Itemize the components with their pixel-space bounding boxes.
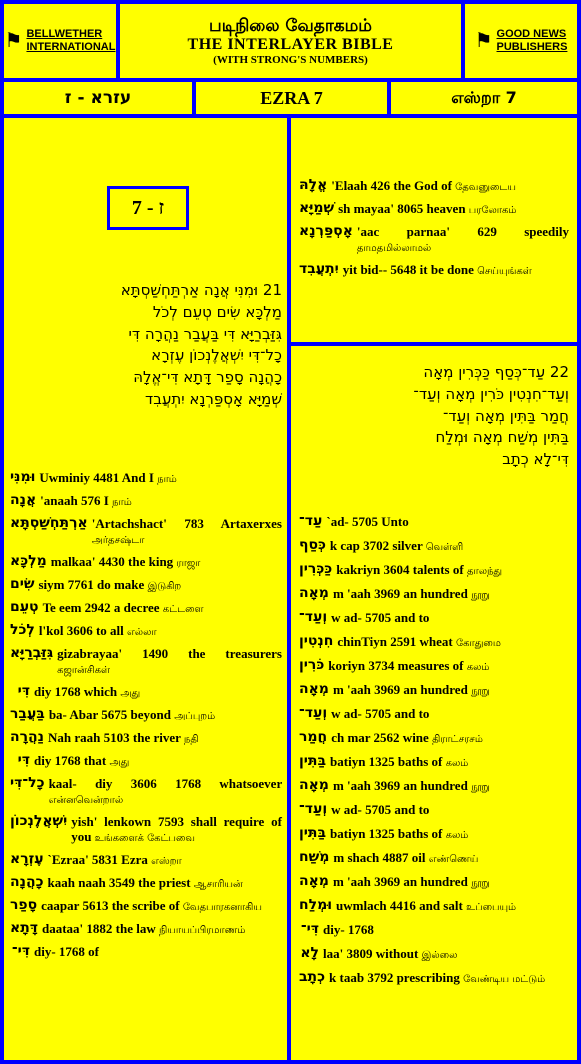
english-gloss: daataa' 1882 the law — [42, 921, 156, 936]
tamil-gloss: ராஜா — [176, 558, 201, 569]
interlinear-entry — [299, 922, 569, 939]
english-gloss: diy 1768 that — [34, 753, 107, 768]
interlinear-entry — [10, 577, 282, 594]
interlinear-entry — [10, 753, 282, 770]
gloss — [332, 562, 569, 579]
english-gloss: `ad- 5705 Unto — [326, 514, 409, 529]
gloss — [38, 921, 282, 938]
hebrew-word: אֱלָהּ — [299, 177, 328, 193]
english-gloss: kaal- diy 3606 1768 whatsoever — [48, 776, 282, 791]
interlinear-entry — [299, 610, 569, 627]
english-gloss: yit bid-- 5648 it be done — [342, 262, 474, 277]
hebrew-word: אֲנָה — [10, 492, 37, 508]
english-gloss: gizabrayaa' 1490 the treasurers — [57, 646, 282, 661]
english-gloss: Nah raah 5103 the river — [48, 730, 181, 745]
gloss — [37, 898, 282, 915]
interlinear-entry — [299, 946, 569, 963]
tamil-gloss: செய்யுங்கள் — [477, 266, 532, 277]
interlinear-entry — [10, 623, 282, 640]
interlinear-entry — [299, 802, 569, 819]
verse-line: וְעַד־חִנְטִין כֹּרִין מְאָה וְעַד־ — [413, 384, 569, 403]
tamil-gloss: தாலந்து — [466, 566, 503, 577]
gloss — [39, 600, 282, 617]
interlinear-entry — [299, 826, 569, 843]
english-gloss: sh mayaa' 8065 heaven — [338, 201, 466, 216]
hebrew-word: יִתְעֲבִד — [299, 261, 339, 277]
bellwether-line1: BELLWETHER — [26, 28, 103, 40]
interlinear-entry — [299, 262, 569, 279]
interlinear-entry — [299, 586, 569, 603]
gloss — [36, 493, 282, 510]
interlinear-entry — [299, 538, 569, 555]
verse-line: גִּזַּבְרַיָּא דִּי בַּעֲבַר נַהֲרָה דִּי — [128, 324, 282, 343]
english-gloss: 'Elaah 426 the God of — [331, 178, 452, 193]
hebrew-word: לָא — [300, 945, 319, 961]
tamil-title: படிநிலை வேதாகமம் — [209, 15, 372, 36]
tamil-gloss: திராட்சரசம் — [432, 734, 483, 745]
hebrew-word: גִּזַּבְרַיָּא — [10, 645, 54, 661]
gloss — [44, 875, 282, 892]
tamil-gloss: கலம் — [445, 758, 469, 769]
hebrew-word: חֲמַר — [299, 729, 328, 745]
interlinear-entry — [299, 850, 569, 867]
tamil-gloss: ஆசாரியன் — [193, 879, 243, 890]
interlinear-entry — [10, 776, 282, 808]
reference-hebrew: עזרא - ז — [4, 82, 192, 114]
hebrew-word: אַרְתַּחְשַׁסְתָּא — [10, 515, 88, 531]
english-gloss: diy- 1768 — [323, 922, 374, 937]
gloss — [329, 586, 569, 603]
english-gloss: m shach 4887 oil — [333, 850, 426, 865]
english-gloss: kakriyn 3604 talents of — [336, 562, 464, 577]
gloss — [322, 514, 569, 531]
tamil-gloss: என்னவென்றால் — [48, 795, 124, 806]
english-gloss: Te eem 2942 a decree — [42, 600, 160, 615]
hebrew-word: כַּכְּרִין — [299, 561, 333, 577]
interlinear-entry — [299, 634, 569, 651]
english-gloss: siym 7761 do make — [38, 577, 145, 592]
gloss — [324, 658, 569, 675]
reference-english: EZRA 7 — [196, 82, 387, 114]
hebrew-word: כֹּרִין — [299, 657, 325, 673]
gloss — [44, 730, 282, 747]
interlinear-entry — [10, 921, 282, 938]
hebrew-word: בַּתִּין — [299, 825, 327, 841]
english-gloss: diy 1768 which — [34, 684, 118, 699]
english-gloss: batiyn 1325 baths of — [330, 754, 443, 769]
hebrew-word: שְׁמַיָּא — [299, 200, 335, 216]
verse-line: מַלְכָּא שִׂים טְעֵם לְכֹל — [152, 302, 282, 321]
interlinear-entry — [10, 944, 282, 961]
hebrew-word: עֶזְרָא — [10, 851, 44, 867]
gloss — [329, 778, 569, 795]
interlinear-entry — [10, 600, 282, 617]
right-bottom-interlinear-list — [299, 514, 569, 994]
tamil-gloss: நூறு — [471, 878, 490, 889]
gloss — [326, 826, 569, 843]
tamil-gloss: தாமதமில்லாமல் — [356, 243, 432, 254]
tamil-gloss: நியாயப்பிரமாணம் — [159, 925, 246, 936]
english-gloss: caapar 5613 the scribe of — [41, 898, 180, 913]
english-gloss: m 'aah 3969 an hundred — [332, 874, 468, 889]
hebrew-word: לְכֹל — [10, 622, 35, 638]
hebrew-word: מְאָה — [299, 585, 329, 601]
gloss — [319, 946, 569, 963]
interlinear-entry — [299, 682, 569, 699]
tamil-gloss: அது — [120, 688, 141, 699]
tamil-gloss: வேண்டிய மட்டும் — [463, 974, 546, 985]
verse-line: שְׁמַיָּא אָסְפַּרְנָא יִתְעֲבִד — [145, 389, 282, 408]
gloss — [353, 224, 569, 256]
verse-line: כָל־דִּי יִשְׁאֲלֶנְכוֹן עֶזְרָא — [151, 346, 282, 365]
hebrew-word: בַּעֲבַר — [10, 706, 45, 722]
verse-21-text — [10, 280, 282, 411]
english-gloss: koriyn 3734 measures of — [328, 658, 464, 673]
verse-line: חֲמַר בַּתִּין מְאָה וְעַד־ — [443, 406, 569, 425]
gloss — [44, 852, 282, 869]
hebrew-word: שִׂים — [10, 576, 35, 592]
interlinear-entry — [299, 706, 569, 723]
verse-line: בַּתִּין מְשַׁח מְאָה וּמְלַח — [435, 428, 569, 447]
interlinear-entry — [10, 493, 282, 510]
english-gloss: k cap 3702 silver — [329, 538, 423, 553]
hebrew-word: נַהֲרָה — [10, 729, 45, 745]
gloss — [35, 577, 283, 594]
tamil-gloss: வெள்ளி — [425, 542, 464, 553]
interlinear-entry — [10, 470, 282, 487]
hebrew-word: וְעַד־ — [299, 609, 328, 625]
tamil-gloss: பரலோகம் — [468, 205, 517, 216]
verse-line: 22 עַד־כְּסַף כַּכְּרִין מְאָה — [423, 363, 569, 381]
gloss — [45, 776, 282, 808]
tamil-gloss: இடுகிற — [147, 581, 182, 592]
hebrew-word: דִּי — [17, 752, 30, 768]
hebrew-word: חִנְטִין — [299, 633, 334, 649]
gloss — [67, 814, 282, 846]
gloss — [334, 201, 569, 218]
tamil-gloss: நதி — [183, 734, 199, 745]
tamil-gloss: கலம் — [445, 830, 469, 841]
english-gloss: w ad- 5705 and to — [331, 802, 430, 817]
interlinear-entry — [299, 562, 569, 579]
interlinear-entry — [10, 516, 282, 548]
tamil-gloss: நாம் — [112, 497, 132, 508]
tamil-gloss: எஸ்றா — [151, 856, 182, 867]
tamil-gloss: நூறு — [471, 782, 490, 793]
hebrew-word: מְשַׁח — [299, 849, 330, 865]
right-top-interlinear-list — [299, 178, 569, 285]
english-gloss: w ad- 5705 and to — [331, 706, 430, 721]
interlinear-entry — [299, 754, 569, 771]
english-gloss: l'kol 3606 to all — [38, 623, 124, 638]
hebrew-word: טְעֵם — [10, 599, 39, 615]
tamil-gloss: எல்லா — [127, 627, 157, 638]
gloss — [326, 538, 569, 555]
english-gloss: yish' lenkown 7593 shall require of you — [71, 814, 282, 844]
english-gloss: 'aac parnaa' 629 speedily — [356, 224, 569, 239]
interlinear-entry — [299, 730, 569, 747]
hebrew-word: וּמְלַח — [299, 897, 333, 913]
gloss — [329, 874, 569, 891]
english-gloss: malkaa' 4430 the king — [50, 554, 174, 569]
gloss — [35, 470, 282, 487]
english-gloss: uwmlach 4416 and salt — [336, 898, 463, 913]
good-news-logo — [465, 4, 577, 78]
hebrew-word: מְאָה — [299, 681, 329, 697]
hebrew-word: דִּי־ — [300, 921, 319, 937]
flag-icon: ⚑ — [474, 30, 493, 52]
right-bottom-column — [291, 346, 577, 1060]
tamil-gloss: இல்லை — [421, 950, 458, 961]
hebrew-word: מַלְכָּא — [10, 553, 47, 569]
hebrew-word: מְאָה — [299, 873, 329, 889]
hebrew-word: כָהֲנָה — [10, 874, 44, 890]
gloss — [45, 707, 282, 724]
english-gloss: `Ezraa' 5831 Ezra — [47, 852, 148, 867]
tamil-gloss: உப்பையும் — [466, 902, 517, 913]
interlinear-entry — [299, 658, 569, 675]
gloss — [325, 970, 569, 987]
gloss — [327, 802, 569, 819]
interlinear-entry — [299, 514, 569, 531]
tamil-gloss: தேவனுடைய — [455, 182, 516, 193]
bellwether-line2: INTERNATIONAL — [26, 41, 116, 53]
gloss — [30, 753, 282, 770]
interlinear-entry — [299, 970, 569, 987]
title-block — [120, 4, 461, 78]
tamil-gloss: நூறு — [471, 686, 490, 697]
interlinear-entry — [299, 874, 569, 891]
gloss — [327, 178, 569, 195]
hebrew-word: דִּי־ — [11, 943, 30, 959]
gloss — [326, 754, 569, 771]
gloss — [88, 516, 282, 548]
hebrew-word: אָסְפַּרְנָא — [299, 223, 353, 239]
english-gloss: Uwminiy 4481 And I — [39, 470, 154, 485]
flag-icon: ⚑ — [4, 30, 23, 52]
hebrew-word: כְּסַף — [299, 537, 326, 553]
interlinear-entry — [10, 852, 282, 869]
gloss — [35, 623, 282, 640]
good-news-line1: GOOD NEWS — [496, 28, 567, 40]
gloss — [329, 682, 569, 699]
interlinear-entry — [10, 646, 282, 678]
chapter-label: ז - 7 — [107, 186, 189, 230]
english-gloss: batiyn 1325 baths of — [330, 826, 443, 841]
hebrew-word: דִּי — [17, 683, 30, 699]
tamil-gloss: அப்புறம் — [174, 711, 216, 722]
tamil-gloss: அது — [109, 757, 130, 768]
hebrew-word: כְתָב — [299, 969, 326, 985]
left-interlinear-list — [10, 470, 282, 967]
interlinear-entry — [10, 707, 282, 724]
gloss — [327, 730, 569, 747]
hebrew-word: דָּתָא — [10, 920, 38, 936]
gloss — [332, 898, 569, 915]
hebrew-word: סָפַר — [10, 897, 38, 913]
hebrew-word: כָל־דִּי — [10, 775, 45, 791]
interlinear-entry — [299, 898, 569, 915]
bellwether-logo — [4, 4, 116, 78]
tamil-gloss: நாம் — [157, 474, 177, 485]
english-gloss: m 'aah 3969 an hundred — [332, 778, 468, 793]
tamil-gloss: கலம் — [466, 662, 490, 673]
interlinear-entry — [10, 730, 282, 747]
hebrew-word: וְעַד־ — [299, 705, 328, 721]
interlinear-entry — [10, 898, 282, 915]
tamil-gloss: வேதபாரகனாகிய — [182, 902, 262, 913]
english-gloss: diy- 1768 of — [34, 944, 99, 959]
interlinear-entry — [10, 684, 282, 701]
hebrew-word: וְעַד־ — [299, 801, 328, 817]
gloss — [53, 646, 282, 678]
gloss — [319, 922, 569, 939]
english-gloss: 'anaah 576 I — [40, 493, 109, 508]
verse-line: כָהֲנָה סָפַר דָּתָא דִּי־אֱלָהּ — [133, 368, 282, 387]
tamil-gloss: கஜான்சிகள் — [57, 665, 111, 676]
hebrew-word: עַד־ — [299, 513, 323, 529]
tamil-gloss: அர்தசஷ்டா — [91, 535, 145, 546]
english-gloss: m 'aah 3969 an hundred — [332, 586, 468, 601]
gloss — [339, 262, 569, 279]
interlinear-entry — [10, 814, 282, 846]
english-gloss: ba- Abar 5675 beyond — [48, 707, 172, 722]
gloss — [327, 706, 569, 723]
english-gloss: ch mar 2562 wine — [331, 730, 429, 745]
reference-tamil: எஸ்றா 7 — [391, 82, 577, 114]
hebrew-word: בַּתִּין — [299, 753, 327, 769]
subtitle: (WITH STRONG'S NUMBERS) — [213, 53, 368, 66]
verse-22-text — [299, 362, 569, 471]
english-gloss: kaah naah 3549 the priest — [47, 875, 191, 890]
hebrew-word: מְאָה — [299, 777, 329, 793]
verse-line: דִּי־לָא כְתָב — [502, 450, 569, 469]
tamil-gloss: எண்ணெய் — [428, 854, 479, 865]
interlinear-entry — [10, 554, 282, 571]
english-gloss: laa' 3809 without — [323, 946, 419, 961]
english-gloss: k taab 3792 prescribing — [329, 970, 460, 985]
left-column — [4, 118, 287, 1060]
tamil-gloss: கட்டளை — [162, 604, 204, 615]
interlinear-entry — [299, 778, 569, 795]
verse-line: 21 וּמִנִּי אֲנָה אַרְתַּחְשַׁסְתָּא — [120, 281, 282, 299]
interlinear-entry — [10, 875, 282, 892]
tamil-gloss: கோதுமை — [456, 638, 501, 649]
interlinear-entry — [299, 224, 569, 256]
tamil-gloss: உங்களைக் கேட்பவை — [94, 833, 196, 844]
english-gloss: w ad- 5705 and to — [331, 610, 430, 625]
english-gloss: 'Artachshact' 783 Artaxerxes — [91, 516, 282, 531]
english-gloss: m 'aah 3969 an hundred — [332, 682, 468, 697]
hebrew-word: וּמִנִּי — [10, 469, 36, 485]
english-title: THE INTERLAYER BIBLE — [187, 35, 394, 53]
gloss — [47, 554, 282, 571]
tamil-gloss: நூறு — [471, 590, 490, 601]
good-news-line2: PUBLISHERS — [496, 41, 568, 53]
gloss — [329, 850, 569, 867]
english-gloss: chinTiyn 2591 wheat — [337, 634, 453, 649]
gloss — [30, 944, 282, 961]
interlinear-entry — [299, 178, 569, 195]
interlinear-entry — [299, 201, 569, 218]
gloss — [327, 610, 569, 627]
hebrew-word: יִשְׁאֲלֶנְכוֹן — [10, 813, 68, 829]
gloss — [30, 684, 282, 701]
gloss — [333, 634, 569, 651]
right-top-column — [291, 118, 577, 342]
